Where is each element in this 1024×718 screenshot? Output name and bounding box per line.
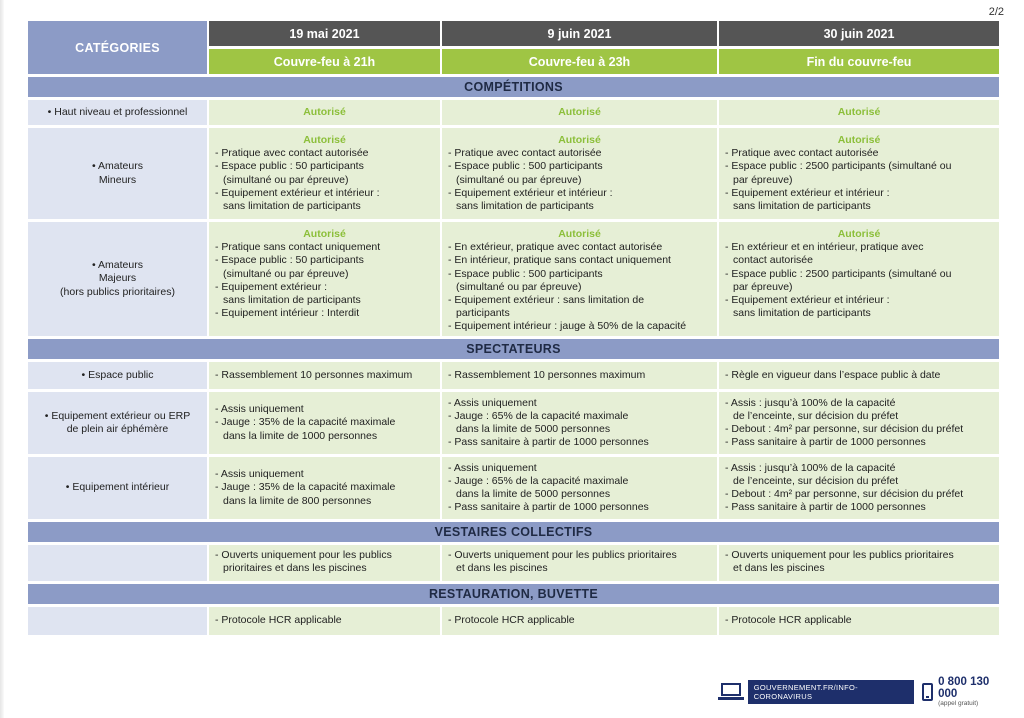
footer-contact (718, 676, 1008, 707)
vestiaires-col1: - Ouverts uniquement pour les publics prioritaires et dans les piscines (209, 545, 440, 581)
restauration-col3: - Protocole HCR applicable (719, 607, 999, 635)
haut-niveau-col1: Autorisé (209, 100, 440, 125)
amateurs-majeurs-col2: Autorisé - En extérieur, pratique avec contact autorisée - En intérieur, pratique sans contact uniquement - Espace public : 500 participants (simultané ou par épreuve) - Equipement extérieur : sans limitation de participants - Equipement intérieur : jauge à 50% de la capacité (442, 222, 717, 336)
haut-niveau-col3: Autorisé (719, 100, 999, 125)
section-spectateurs: SPECTATEURS (28, 339, 999, 359)
phone-block (938, 676, 1008, 708)
vestiaires-col2: - Ouverts uniquement pour les publics prioritaires et dans les piscines (442, 545, 717, 581)
haut-niveau-col2: Autorisé (442, 100, 717, 125)
phone-number[interactable]: 0 800 130 000 (938, 676, 990, 700)
amateurs-mineurs-col2: Autorisé - Pratique avec contact autorisée - Espace public : 500 participants (simultané ou par épreuve) - Equipement extérieur et intérieur : sans limitation de participants (442, 128, 717, 219)
category-equipement-exterieur: • Equipement extérieur ou ERP de plein air éphémère (28, 392, 207, 454)
restauration-col2: - Protocole HCR applicable (442, 607, 717, 635)
amateurs-majeurs-col3: Autorisé - En extérieur et en intérieur, pratique avec contact autorisée - Espace public : 2500 participants (simultané ou par épreuve) - Equipement extérieur et intérieur : sans limitation de participants (719, 222, 999, 336)
info-url-link[interactable]: GOUVERNEMENT.FR/INFO-CORONAVIRUS (748, 680, 915, 704)
page-edge-shadow (0, 0, 4, 718)
restauration-col1: - Protocole HCR applicable (209, 607, 440, 635)
equipement-interieur-col3: - Assis : jusqu’à 100% de la capacité de l’enceinte, sur décision du préfet - Debout : 4m² par personne, sur décision du préfet - Pass sanitaire à partir de 1000 personnes (719, 457, 999, 519)
phone-note: (appel gratuit) (938, 700, 979, 707)
category-restauration-empty (28, 607, 207, 635)
espace-public-col1: - Rassemblement 10 personnes maximum (209, 362, 440, 389)
equipement-exterieur-col2: - Assis uniquement - Jauge : 65% de la capacité maximale dans la limite de 5000 personnes - Pass sanitaire à partir de 1000 personnes (442, 392, 717, 454)
page-number: 2/2 (988, 6, 1004, 18)
amateurs-majeurs-col1: Autorisé - Pratique sans contact uniquement - Espace public : 50 participants (simultané ou par épreuve) - Equipement extérieur : sans limitation de participants - Equipement intérieur : Interdit (209, 222, 440, 336)
espace-public-col3: - Règle en vigueur dans l’espace public à date (719, 362, 999, 389)
section-competitions: COMPÉTITIONS (28, 77, 999, 97)
equipement-interieur-col2: - Assis uniquement - Jauge : 65% de la capacité maximale dans la limite de 5000 personnes - Pass sanitaire à partir de 1000 personnes (442, 457, 717, 519)
laptop-icon (718, 683, 743, 701)
category-amateurs-mineurs: • Amateurs Mineurs (28, 128, 207, 219)
date-header-1: 19 mai 2021 (209, 21, 440, 46)
equipement-exterieur-col1: - Assis uniquement - Jauge : 35% de la capacité maximale dans la limite de 1000 personnes (209, 392, 440, 454)
amateurs-mineurs-col1: Autorisé - Pratique avec contact autorisée - Espace public : 50 participants (simultané ou par épreuve) - Equipement extérieur et intérieur : sans limitation de participants (209, 128, 440, 219)
equipement-interieur-col1: - Assis uniquement - Jauge : 35% de la capacité maximale dans la limite de 800 personnes (209, 457, 440, 519)
category-haut-niveau: • Haut niveau et professionnel (28, 100, 207, 125)
category-vestiaires-empty (28, 545, 207, 581)
espace-public-col2: - Rassemblement 10 personnes maximum (442, 362, 717, 389)
phase-header-3: Fin du couvre-feu (719, 49, 999, 74)
vestiaires-col3: - Ouverts uniquement pour les publics prioritaires et dans les piscines (719, 545, 999, 581)
category-equipement-interieur: • Equipement intérieur (28, 457, 207, 519)
phone-icon (922, 683, 933, 701)
category-espace-public: • Espace public (28, 362, 207, 389)
phase-header-2: Couvre-feu à 23h (442, 49, 717, 74)
section-vestiaires: VESTAIRES COLLECTIFS (28, 522, 999, 542)
date-header-3: 30 juin 2021 (719, 21, 999, 46)
measures-table (28, 21, 1000, 635)
equipement-exterieur-col3: - Assis : jusqu’à 100% de la capacité de l’enceinte, sur décision du préfet - Debout : 4m² par personne, sur décision du préfet - Pass sanitaire à partir de 1000 personnes (719, 392, 999, 454)
phase-header-1: Couvre-feu à 21h (209, 49, 440, 74)
date-header-2: 9 juin 2021 (442, 21, 717, 46)
amateurs-mineurs-col3: Autorisé - Pratique avec contact autorisée - Espace public : 2500 participants (simultané ou par épreuve) - Equipement extérieur et intérieur : sans limitation de participants (719, 128, 999, 219)
categories-header: CATÉGORIES (28, 21, 207, 74)
section-restauration: RESTAURATION, BUVETTE (28, 584, 999, 604)
category-amateurs-majeurs: • Amateurs Majeurs (hors publics prioritaires) (28, 222, 207, 336)
